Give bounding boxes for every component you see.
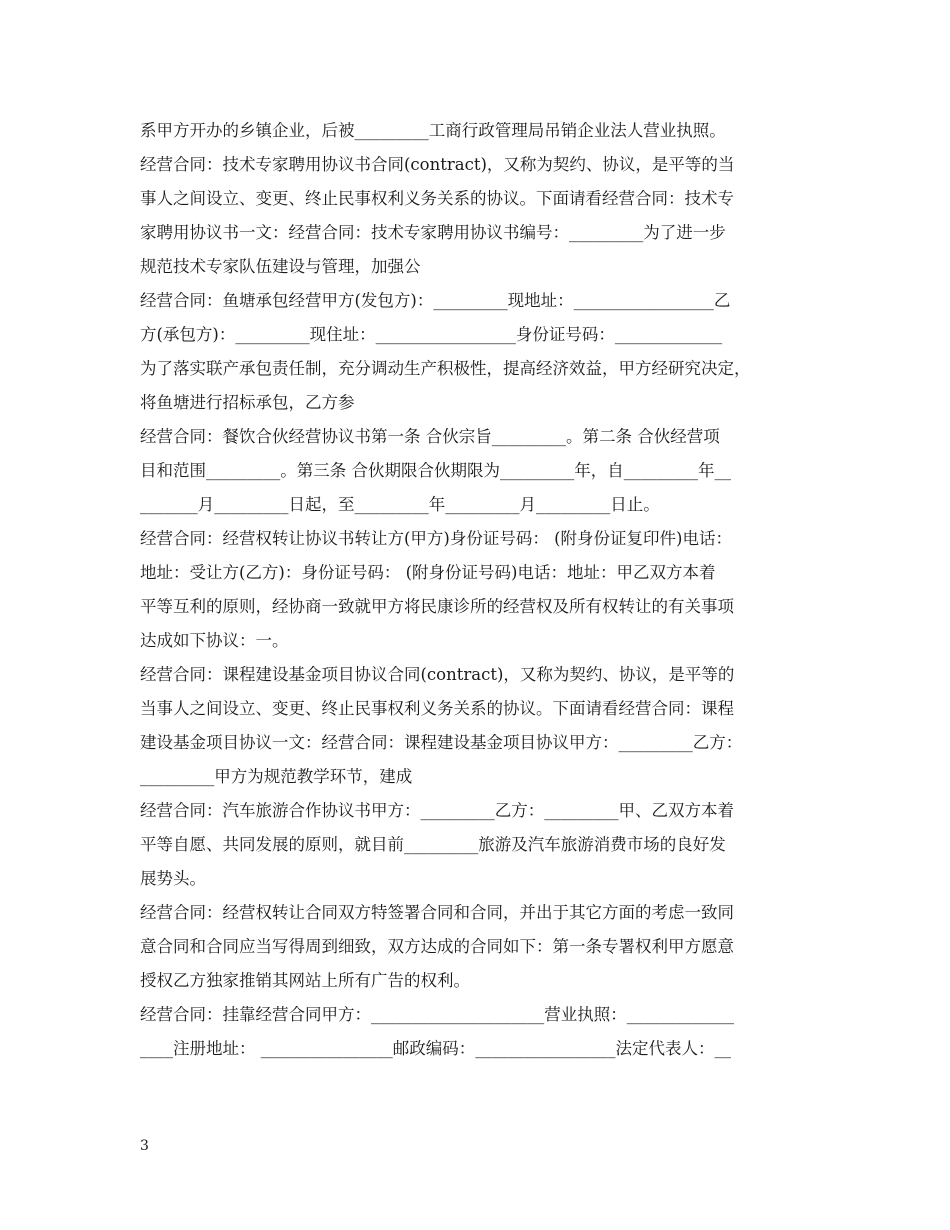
text-line: 经营合同：课程建设基金项目协议合同(contract)，又称为契约、协议，是平等的 — [140, 665, 735, 684]
text-line: 经营合同：餐饮合伙经营协议书第一条 合伙宗旨_________。第二条 合伙经营项 — [140, 427, 720, 446]
text-line: ____注册地址： ________________邮政编码：_________________法定代表人：__ — [140, 1039, 731, 1058]
text-line: 目和范围_________。第三条 合伙期限合伙期限为_________年，自_________年__ — [140, 461, 731, 480]
text-line: 家聘用协议书一文：经营合同：技术专家聘用协议书编号：_________为了进一步 — [140, 223, 726, 242]
text-line: _______月_________日起，至_________年_________月_________日止。 — [140, 495, 660, 514]
text-line: 建设基金项目协议一文：经营合同：课程建设基金项目协议甲方：_________乙方： — [140, 733, 743, 752]
text-line: 系甲方开办的乡镇企业，后被_________工商行政管理局吊销企业法人营业执照。 — [140, 121, 726, 140]
text-line: 为了落实联产承包责任制，充分调动生产积极性，提高经济效益，甲方经研究决定， — [140, 359, 751, 378]
text-line: 方(承包方)：_________现住址：_________________身份证号码：_____________ — [140, 325, 723, 344]
text-line: 事人之间设立、变更、终止民事权利义务关系的协议。下面请看经营合同：技术专 — [140, 189, 734, 208]
text-line: 经营合同：汽车旅游合作协议书甲方：_________乙方：_________甲、乙双方本着 — [140, 801, 734, 820]
text-line: 经营合同：经营权转让合同双方特签署合同和合同，并出于其它方面的考虑一致同 — [140, 903, 734, 922]
text-line: _________甲方为规范教学环节，建成 — [140, 767, 413, 786]
text-line: 授权乙方独家推销其网站上所有广告的权利。 — [140, 971, 470, 990]
text-line: 规范技术专家队伍建设与管理，加强公 — [140, 257, 421, 276]
text-line: 平等自愿、共同发展的原则，就目前_________旅游及汽车旅游消费市场的良好发 — [140, 835, 726, 854]
text-line: 意合同和合同应当写得周到细致，双方达成的合同如下：第一条专署权利甲方愿意 — [140, 937, 734, 956]
page-number: 3 — [140, 1138, 149, 1154]
text-line: 经营合同：鱼塘承包经营甲方(发包方)：_________现地址：_________________乙 — [140, 291, 731, 310]
document-body — [140, 114, 812, 1066]
text-line: 达成如下协议：一。 — [140, 631, 289, 650]
text-line: 经营合同：挂靠经营合同甲方：_____________________营业执照：_____________ — [140, 1005, 734, 1024]
text-line: 平等互利的原则，经协商一致就甲方将民康诊所的经营权及所有权转让的有关事项 — [140, 597, 734, 616]
text-line: 经营合同：技术专家聘用协议书合同(contract)，又称为契约、协议，是平等的当 — [140, 155, 735, 174]
text-line: 当事人之间设立、变更、终止民事权利义务关系的协议。下面请看经营合同：课程 — [140, 699, 734, 718]
text-line: 经营合同：经营权转让协议书转让方(甲方)身份证号码： (附身份证复印件)电话： — [140, 529, 732, 548]
text-line: 地址：受让方(乙方)：身份证号码： (附身份证号码)电话：地址：甲乙双方本着 — [140, 563, 716, 582]
text-line: 将鱼塘进行招标承包，乙方参 — [140, 393, 355, 412]
text-line: 展势头。 — [140, 869, 206, 888]
